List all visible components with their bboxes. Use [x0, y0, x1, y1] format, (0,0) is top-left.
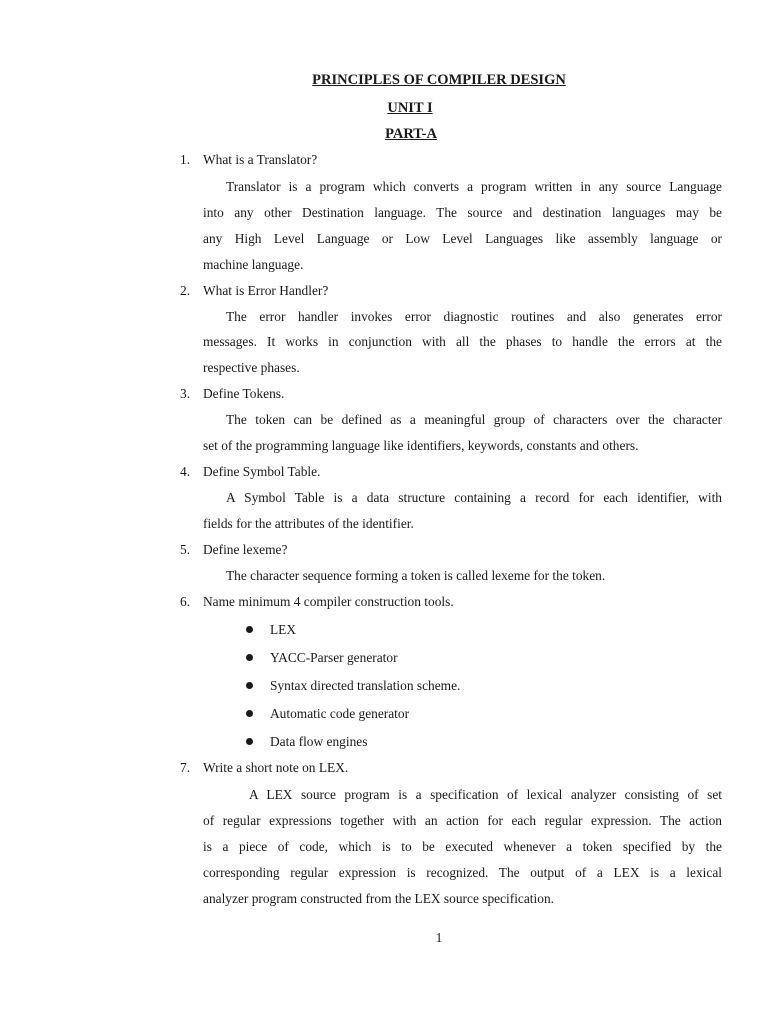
answer-line: messages. It works in conjunction with all the phases to handle the errors at the — [203, 334, 722, 349]
answer-line: any High Level Language or Low Level Languages like assembly language or — [203, 231, 722, 246]
question-number: 4. — [180, 464, 191, 479]
question-number: 5. — [180, 542, 191, 557]
answer-line: set of the programming language like identifiers, keywords, constants and others. — [203, 438, 639, 453]
bullet-icon — [246, 738, 253, 745]
answer-line: A Symbol Table is a data structure containing a record for each identifier, with — [226, 490, 722, 505]
question-number: 3. — [180, 386, 191, 401]
list-item — [246, 731, 367, 753]
question-text: Define Tokens. — [203, 386, 285, 401]
question-4 — [180, 462, 320, 482]
answer-line: machine language. — [203, 257, 304, 272]
list-item-text: Syntax directed translation scheme. — [270, 678, 461, 693]
answer-line: corresponding regular expression is recognized. The output of a LEX is a lexical — [203, 865, 722, 880]
bullet-icon — [246, 710, 253, 717]
answer-line: of regular expressions together with an action for each regular expression. The action — [203, 813, 722, 828]
question-6 — [180, 592, 454, 612]
question-3 — [180, 384, 284, 404]
answer-line: into any other Destination language. The source and destination languages may be — [203, 205, 722, 220]
question-5 — [180, 540, 287, 560]
unit-heading: UNIT I — [387, 100, 433, 116]
list-item — [246, 619, 296, 641]
answer-line: A LEX source program is a specification of lexical analyzer consisting of set — [249, 787, 722, 802]
list-item-text: LEX — [270, 622, 297, 637]
list-item — [246, 647, 398, 669]
bullet-icon — [246, 626, 253, 633]
question-number: 1. — [180, 152, 191, 167]
question-text: Write a short note on LEX. — [203, 760, 349, 775]
answer-line: Translator is a program which converts a program written in any source Language — [226, 179, 722, 194]
question-text: What is Error Handler? — [203, 283, 329, 298]
list-item-text: Data flow engines — [270, 734, 368, 749]
question-text: Name minimum 4 compiler construction tools. — [203, 594, 454, 609]
answer-line: fields for the attributes of the identifier. — [203, 516, 414, 531]
question-1 — [180, 150, 317, 170]
list-item-text: YACC-Parser generator — [270, 650, 398, 665]
list-item-text: Automatic code generator — [270, 706, 410, 721]
answer-line: The character sequence forming a token is called lexeme for the token. — [226, 568, 606, 583]
document-title: PRINCIPLES OF COMPILER DESIGN — [312, 72, 566, 88]
answer-line: The token can be defined as a meaningful group of characters over the character — [226, 412, 722, 427]
question-text: Define Symbol Table. — [203, 464, 321, 479]
list-item — [246, 675, 460, 697]
answer-line: The error handler invokes error diagnostic routines and also generates error — [226, 309, 722, 324]
answer-line: is a piece of code, which is to be executed whenever a token specified by the — [203, 839, 722, 854]
question-text: Define lexeme? — [203, 542, 288, 557]
question-number: 6. — [180, 594, 191, 609]
list-item — [246, 703, 409, 725]
question-text: What is a Translator? — [203, 152, 318, 167]
question-7 — [180, 758, 348, 778]
question-number: 2. — [180, 283, 191, 298]
bullet-icon — [246, 654, 253, 661]
question-number: 7. — [180, 760, 191, 775]
part-heading: PART-A — [385, 126, 437, 142]
answer-line: analyzer program constructed from the LEX source specification. — [203, 891, 554, 906]
bullet-icon — [246, 682, 253, 689]
answer-line: respective phases. — [203, 360, 300, 375]
page-number: 1 — [435, 930, 443, 945]
question-2 — [180, 281, 328, 301]
